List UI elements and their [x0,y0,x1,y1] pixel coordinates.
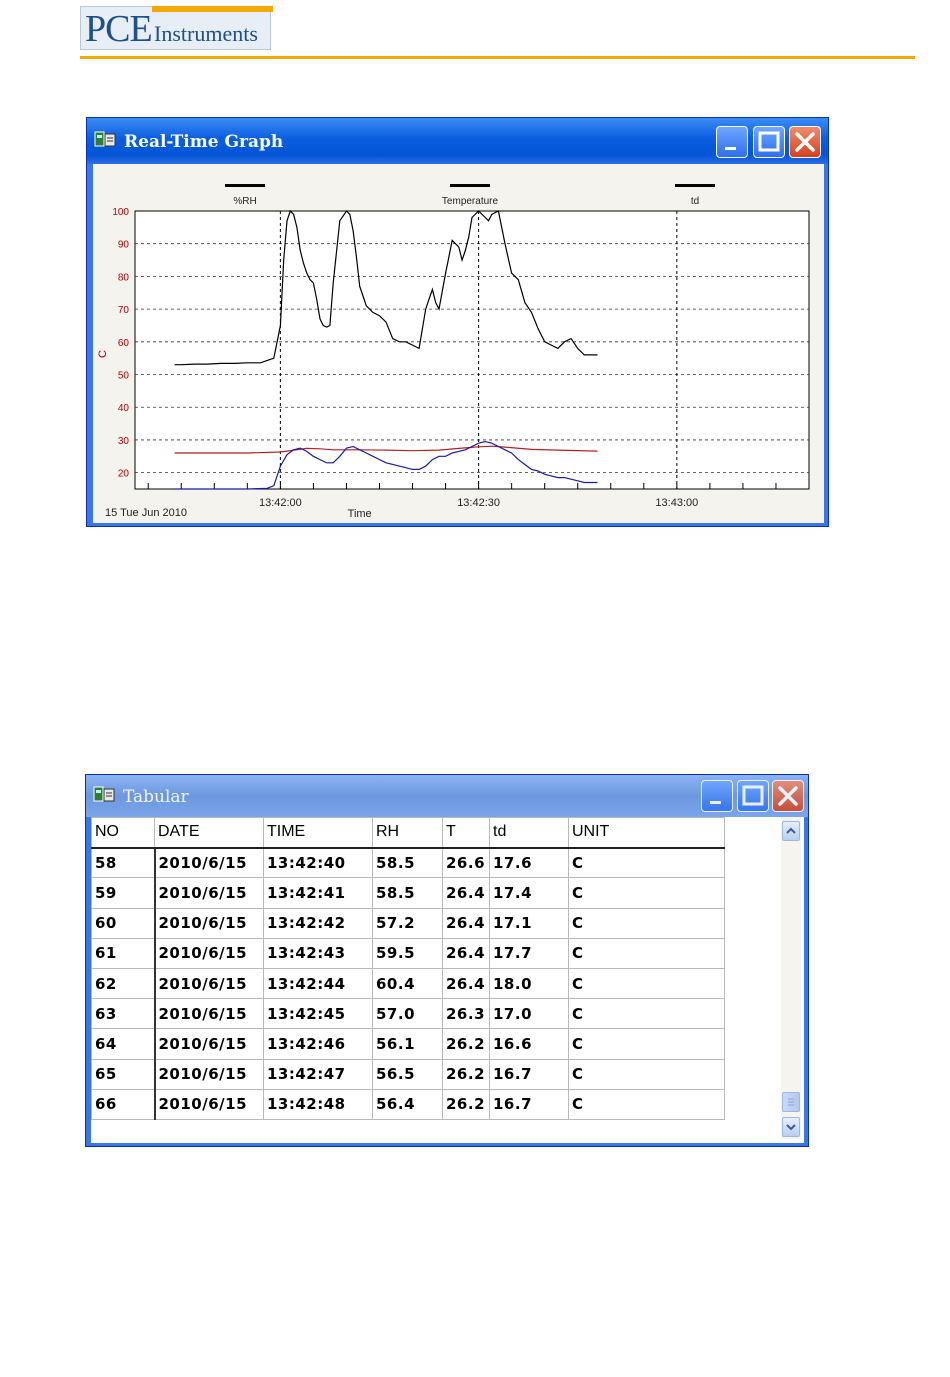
cell-td: 16.7 [490,1089,569,1119]
minimize-button[interactable] [716,126,748,158]
table-row[interactable] [92,848,725,878]
y-tick-label: 30 [117,435,129,447]
column-header-time[interactable]: TIME [264,818,373,848]
logo-accent-bar [152,6,273,12]
graph-area [93,164,824,523]
chevron-up-icon [783,822,799,840]
cell-time: 13:42:45 [264,999,373,1029]
cell-rh: 57.2 [373,908,443,938]
cell-td: 17.4 [490,878,569,908]
cell-t: 26.2 [443,1029,490,1059]
column-header-t[interactable]: T [443,818,490,848]
cell-time: 13:42:46 [264,1029,373,1059]
cell-no: 59 [92,878,155,908]
legend-label: Temperature [441,196,499,207]
table-header-row [92,818,725,848]
graph-titlebar[interactable] [87,118,828,164]
cell-t: 26.3 [443,999,490,1029]
cell-rh: 56.1 [373,1029,443,1059]
cell-date: 2010/6/15 [155,1029,264,1059]
chevron-down-icon [783,1118,799,1136]
cell-unit: C [569,999,725,1029]
cell-no: 65 [92,1059,155,1089]
cell-t: 26.2 [443,1059,490,1089]
date-label: 15 Tue Jun 2010 [105,507,187,519]
cell-unit: C [569,968,725,998]
cell-td: 18.0 [490,968,569,998]
y-tick-label: 80 [117,272,129,284]
close-button[interactable] [789,126,821,158]
y-tick-label: 60 [117,337,129,349]
cell-t: 26.6 [443,848,490,878]
column-header-unit[interactable]: UNIT [569,818,725,848]
cell-rh: 56.4 [373,1089,443,1119]
tabular-titlebar[interactable] [86,775,808,817]
cell-rh: 58.5 [373,848,443,878]
y-tick-label: 100 [112,207,129,218]
cell-td: 16.6 [490,1029,569,1059]
cell-t: 26.4 [443,938,490,968]
close-button[interactable] [772,780,804,812]
tabular-window-title: Tabular [123,787,189,807]
legend-label: td [690,196,700,207]
vertical-scrollbar[interactable] [781,817,801,1139]
column-header-rh[interactable]: RH [373,818,443,848]
cell-date: 2010/6/15 [155,908,264,938]
scroll-thumb[interactable] [782,1092,800,1112]
cell-time: 13:42:40 [264,848,373,878]
table-row[interactable] [92,908,725,938]
column-header-td[interactable]: td [490,818,569,848]
data-table [91,817,725,1120]
minimize-icon [717,127,747,157]
app-icon [93,785,115,805]
cell-unit: C [569,908,725,938]
maximize-button[interactable] [753,126,785,158]
y-tick-label: 90 [117,239,129,251]
pce-logo [80,6,271,50]
tabular-window [85,774,809,1147]
cell-no: 63 [92,999,155,1029]
cell-t: 26.4 [443,878,490,908]
cell-date: 2010/6/15 [155,1089,264,1119]
cell-time: 13:42:47 [264,1059,373,1089]
cell-unit: C [569,1059,725,1089]
graph-window-title: Real-Time Graph [124,132,284,152]
cell-unit: C [569,848,725,878]
cell-t: 26.4 [443,908,490,938]
cell-unit: C [569,938,725,968]
real-time-chart [93,164,824,523]
cell-date: 2010/6/15 [155,999,264,1029]
scroll-up-button[interactable] [782,821,800,841]
x-tick-label: 13:43:00 [655,497,699,509]
real-time-graph-window [86,117,829,527]
close-icon [790,127,820,157]
cell-time: 13:42:42 [264,908,373,938]
table-row[interactable] [92,878,725,908]
cell-rh: 59.5 [373,938,443,968]
table-row[interactable] [92,938,725,968]
cell-date: 2010/6/15 [155,848,264,878]
cell-td: 17.6 [490,848,569,878]
maximize-icon [754,127,784,157]
x-tick-label: 13:42:30 [457,497,501,509]
y-axis-label: C [97,350,109,358]
cell-no: 64 [92,1029,155,1059]
x-axis-label: Time [347,508,372,520]
cell-time: 13:42:41 [264,878,373,908]
cell-date: 2010/6/15 [155,878,264,908]
y-tick-label: 50 [117,370,129,382]
table-row[interactable] [92,1089,725,1119]
maximize-button[interactable] [737,780,769,812]
cell-td: 17.1 [490,908,569,938]
table-row[interactable] [92,968,725,998]
cell-time: 13:42:43 [264,938,373,968]
scroll-down-button[interactable] [782,1117,800,1137]
cell-t: 26.2 [443,1089,490,1119]
legend-swatch [225,184,265,187]
cell-unit: C [569,1029,725,1059]
table-row[interactable] [92,999,725,1029]
cell-no: 60 [92,908,155,938]
cell-td: 17.7 [490,938,569,968]
cell-td: 17.0 [490,999,569,1029]
y-tick-label: 70 [117,305,129,317]
cell-rh: 60.4 [373,968,443,998]
minimize-icon [702,781,732,811]
legend-swatch [675,184,715,187]
y-tick-label: 40 [117,403,129,415]
y-tick-label: 20 [117,468,129,480]
legend-label: %RH [233,196,257,207]
cell-no: 66 [92,1089,155,1119]
legend-swatch [450,184,490,187]
table-area [91,817,804,1143]
cell-time: 13:42:48 [264,1089,373,1119]
logo-instruments-text: Instruments [154,21,258,46]
cell-t: 26.4 [443,968,490,998]
cell-date: 2010/6/15 [155,968,264,998]
close-icon [773,781,803,811]
column-header-no[interactable]: NO [92,818,155,848]
app-icon [94,130,116,150]
header-rule [80,56,915,59]
cell-td: 16.7 [490,1059,569,1089]
cell-no: 61 [92,938,155,968]
cell-rh: 57.0 [373,999,443,1029]
cell-no: 58 [92,848,155,878]
table-row[interactable] [92,1059,725,1089]
column-header-date[interactable]: DATE [155,818,264,848]
cell-unit: C [569,878,725,908]
cell-unit: C [569,1089,725,1119]
cell-no: 62 [92,968,155,998]
cell-rh: 56.5 [373,1059,443,1089]
cell-time: 13:42:44 [264,968,373,998]
logo-pce-text: PCE [85,8,152,50]
cell-date: 2010/6/15 [155,1059,264,1089]
minimize-button[interactable] [701,780,733,812]
cell-date: 2010/6/15 [155,938,264,968]
x-tick-label: 13:42:00 [258,497,302,509]
table-row[interactable] [92,1029,725,1059]
maximize-icon [738,781,768,811]
cell-rh: 58.5 [373,878,443,908]
